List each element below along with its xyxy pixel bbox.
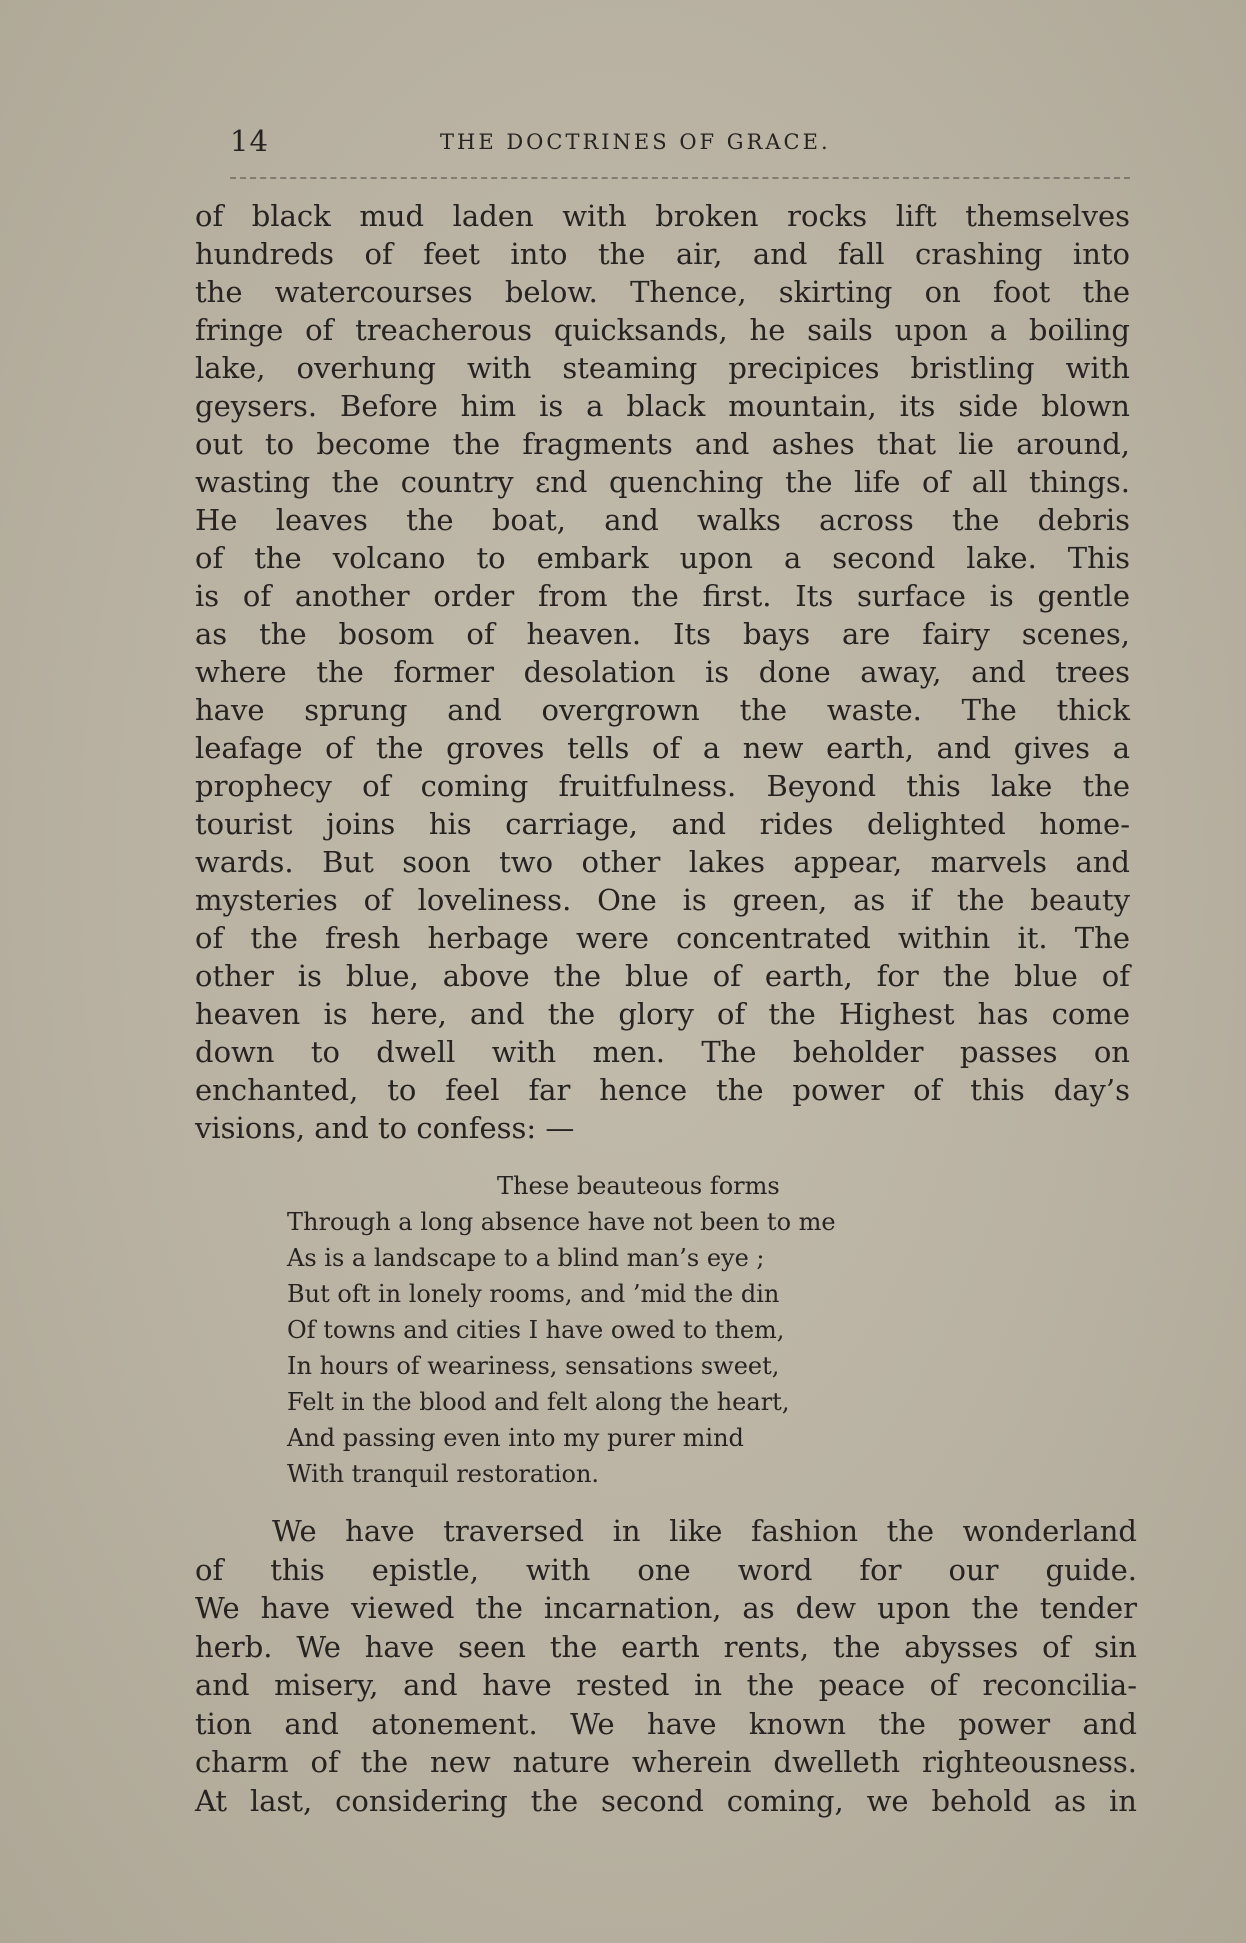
text-line: heaven is here, and the glory of the Highest has come — [195, 997, 1130, 1031]
text-line: where the former desolation is done away, and trees — [195, 655, 1130, 689]
paragraph-2 — [195, 1512, 1137, 1820]
text-line: mysteries of loveliness. One is green, as if the beauty — [195, 883, 1130, 917]
text-line: of the fresh herbage were concentrated within it. The — [195, 921, 1130, 955]
poem-line: Felt in the blood and felt along the heart, — [287, 1388, 790, 1416]
text-line: At last, considering the second coming, we behold as in — [195, 1783, 1137, 1818]
text-line: have sprung and overgrown the waste. The thick — [195, 693, 1130, 727]
poem-line: With tranquil restoration. — [287, 1460, 600, 1488]
text-line: visions, and to confess: — — [195, 1111, 575, 1145]
text-line: down to dwell with men. The beholder passes on — [195, 1035, 1130, 1069]
poem-line: Through a long absence have not been to me — [287, 1208, 836, 1236]
text-line: prophecy of coming fruitfulness. Beyond this lake the — [195, 769, 1130, 803]
poem-quotation — [287, 1168, 1067, 1492]
text-line: tion and atonement. We have known the power and — [195, 1706, 1137, 1741]
text-line: leafage of the groves tells of a new earth, and gives a — [195, 731, 1130, 765]
running-head: THE DOCTRINES OF GRACE. — [440, 130, 831, 154]
poem-line: These beauteous forms — [497, 1172, 780, 1200]
poem-line: Of towns and cities I have owed to them, — [287, 1316, 785, 1344]
header-rule — [230, 177, 1130, 179]
text-line: lake, overhung with steaming precipices bristling with — [195, 351, 1130, 385]
text-line: geysers. Before him is a black mountain, its side blown — [195, 389, 1130, 423]
text-line: enchanted, to feel far hence the power of this day’s — [195, 1073, 1130, 1107]
text-line: is of another order from the first. Its surface is gentle — [195, 579, 1130, 613]
text-line: the watercourses below. Thence, skirting on foot the — [195, 275, 1130, 309]
text-line: We have traversed in like fashion the wonderland — [272, 1514, 1137, 1548]
poem-line: As is a landscape to a blind man’s eye ; — [287, 1244, 765, 1272]
text-line: as the bosom of heaven. Its bays are fairy scenes, — [195, 617, 1130, 651]
text-line: herb. We have seen the earth rents, the abysses of sin — [195, 1629, 1137, 1664]
poem-line: In hours of weariness, sensations sweet, — [287, 1352, 780, 1380]
text-line: of black mud laden with broken rocks lift themselves — [195, 199, 1130, 233]
poem-line: But oft in lonely rooms, and ’mid the din — [287, 1280, 780, 1308]
text-line: tourist joins his carriage, and rides delighted home- — [195, 807, 1130, 841]
text-line: We have viewed the incarnation, as dew upon the tender — [195, 1591, 1137, 1625]
text-line: wasting the country ɛnd quenching the life of all things. — [195, 465, 1130, 499]
text-line: and misery, and have rested in the peace of reconcilia- — [195, 1668, 1137, 1702]
text-line: of this epistle, with one word for our guide. — [195, 1552, 1137, 1587]
text-line: charm of the new nature wherein dwelleth righteousness. — [195, 1745, 1137, 1779]
page-number: 14 — [230, 124, 269, 158]
poem-line: And passing even into my purer mind — [287, 1424, 744, 1452]
text-line: wards. But soon two other lakes appear, marvels and — [195, 845, 1130, 879]
text-line: other is blue, above the blue of earth, for the blue of — [195, 959, 1130, 993]
text-line: He leaves the boat, and walks across the debris — [195, 503, 1130, 537]
text-line: hundreds of feet into the air, and fall crashing into — [195, 237, 1130, 271]
page-header — [230, 124, 1130, 164]
text-line: out to become the fragments and ashes that lie around, — [195, 427, 1130, 461]
paragraph-1 — [195, 197, 1130, 1147]
text-line: fringe of treacherous quicksands, he sails upon a boiling — [195, 313, 1130, 347]
text-line: of the volcano to embark upon a second lake. This — [195, 541, 1130, 575]
